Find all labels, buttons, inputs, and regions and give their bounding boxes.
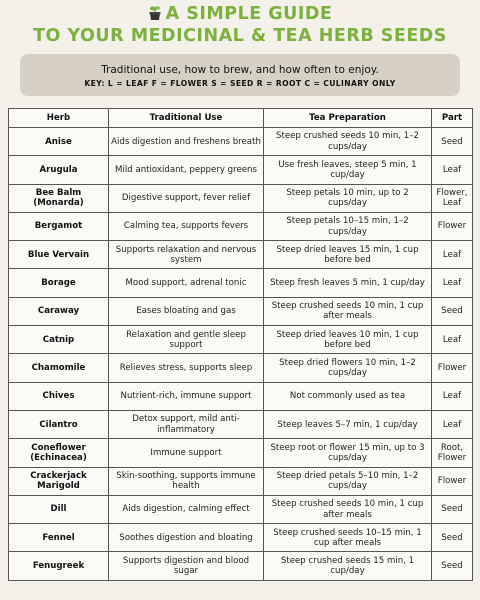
herb-name: Catnip	[9, 326, 109, 354]
herb-name: Chives	[9, 382, 109, 410]
table-row	[9, 128, 473, 156]
herb-table	[8, 108, 473, 581]
traditional-use: Relieves stress, supports sleep	[109, 354, 264, 382]
plant-part: Flower	[432, 212, 473, 240]
tea-preparation: Steep petals 10 min, up to 2 cups/day	[264, 184, 432, 212]
herb-name: Crackerjack Marigold	[9, 467, 109, 495]
subtitle-banner	[20, 54, 460, 96]
plant-part: Root, Flower	[432, 439, 473, 467]
key-legend: KEY: L = LEAF F = FLOWER S = SEED R = ROOT C = CULINARY ONLY	[84, 79, 396, 88]
table-row	[9, 439, 473, 467]
herb-name: Fenugreek	[9, 552, 109, 580]
table-row	[9, 495, 473, 523]
tea-preparation: Steep dried leaves 15 min, 1 cup before bed	[264, 241, 432, 269]
plant-part: Leaf	[432, 326, 473, 354]
title-text-1: A SIMPLE GUIDE	[165, 4, 333, 24]
tea-preparation: Steep dried leaves 10 min, 1 cup before bed	[264, 326, 432, 354]
tea-preparation: Use fresh leaves, steep 5 min, 1 cup/day	[264, 156, 432, 184]
plant-part: Leaf	[432, 156, 473, 184]
col-header-part: Part	[432, 109, 473, 128]
table-row	[9, 326, 473, 354]
traditional-use: Soothes digestion and bloating	[109, 524, 264, 552]
header	[0, 4, 480, 46]
traditional-use: Supports relaxation and nervous system	[109, 241, 264, 269]
tea-preparation: Steep crushed seeds 15 min, 1 cup/day	[264, 552, 432, 580]
traditional-use: Mild antioxidant, peppery greens	[109, 156, 264, 184]
table-row	[9, 212, 473, 240]
traditional-use: Aids digestion and freshens breath	[109, 128, 264, 156]
plant-part: Seed	[432, 495, 473, 523]
tea-preparation: Not commonly used as tea	[264, 382, 432, 410]
table-row	[9, 467, 473, 495]
plant-part: Flower	[432, 467, 473, 495]
plant-part: Leaf	[432, 269, 473, 297]
plant-part: Seed	[432, 552, 473, 580]
table-row	[9, 269, 473, 297]
tea-preparation: Steep fresh leaves 5 min, 1 cup/day	[264, 269, 432, 297]
col-header-prep: Tea Preparation	[264, 109, 432, 128]
herb-name: Anise	[9, 128, 109, 156]
traditional-use: Immune support	[109, 439, 264, 467]
table-row	[9, 156, 473, 184]
herb-name: Dill	[9, 495, 109, 523]
herb-name: Blue Vervain	[9, 241, 109, 269]
traditional-use: Detox support, mild anti-inflammatory	[109, 410, 264, 438]
traditional-use: Digestive support, fever relief	[109, 184, 264, 212]
tea-preparation: Steep crushed seeds 10–15 min, 1 cup after meals	[264, 524, 432, 552]
plant-part: Flower, Leaf	[432, 184, 473, 212]
traditional-use: Eases bloating and gas	[109, 297, 264, 325]
tea-preparation: Steep dried flowers 10 min, 1–2 cups/day	[264, 354, 432, 382]
plant-part: Flower	[432, 354, 473, 382]
traditional-use: Aids digestion, calming effect	[109, 495, 264, 523]
herb-name: Cilantro	[9, 410, 109, 438]
plant-part: Seed	[432, 297, 473, 325]
table-header-row	[9, 109, 473, 128]
traditional-use: Mood support, adrenal tonic	[109, 269, 264, 297]
herb-name: Caraway	[9, 297, 109, 325]
plant-part: Leaf	[432, 382, 473, 410]
table-row	[9, 297, 473, 325]
herb-name: Chamomile	[9, 354, 109, 382]
tea-preparation: Steep petals 10–15 min, 1–2 cups/day	[264, 212, 432, 240]
tea-preparation: Steep dried petals 5–10 min, 1–2 cups/day	[264, 467, 432, 495]
plant-part: Leaf	[432, 410, 473, 438]
tea-preparation: Steep root or flower 15 min, up to 3 cups/day	[264, 439, 432, 467]
traditional-use: Relaxation and gentle sleep support	[109, 326, 264, 354]
herb-name: Bee Balm (Monarda)	[9, 184, 109, 212]
table-row	[9, 410, 473, 438]
seedling-pot-icon	[148, 5, 162, 26]
subtitle: Traditional use, how to brew, and how often to enjoy.	[101, 64, 379, 76]
table-row	[9, 184, 473, 212]
tea-preparation: Steep crushed seeds 10 min, 1 cup after meals	[264, 297, 432, 325]
col-header-herb: Herb	[9, 109, 109, 128]
herb-name: Fennel	[9, 524, 109, 552]
traditional-use: Calming tea, supports fevers	[109, 212, 264, 240]
title-line-1	[0, 4, 480, 26]
herb-name: Coneflower (Echinacea)	[9, 439, 109, 467]
plant-part: Seed	[432, 524, 473, 552]
col-header-use: Traditional Use	[109, 109, 264, 128]
herb-name: Borage	[9, 269, 109, 297]
plant-part: Seed	[432, 128, 473, 156]
table-row	[9, 524, 473, 552]
traditional-use: Skin-soothing, supports immune health	[109, 467, 264, 495]
title-line-2: TO YOUR MEDICINAL & TEA HERB SEEDS	[33, 26, 447, 46]
tea-preparation: Steep crushed seeds 10 min, 1–2 cups/day	[264, 128, 432, 156]
table-row	[9, 382, 473, 410]
table-row	[9, 241, 473, 269]
tea-preparation: Steep crushed seeds 10 min, 1 cup after meals	[264, 495, 432, 523]
herb-name: Arugula	[9, 156, 109, 184]
table-row	[9, 354, 473, 382]
traditional-use: Supports digestion and blood sugar	[109, 552, 264, 580]
plant-part: Leaf	[432, 241, 473, 269]
table-row	[9, 552, 473, 580]
tea-preparation: Steep leaves 5–7 min, 1 cup/day	[264, 410, 432, 438]
herb-name: Bergamot	[9, 212, 109, 240]
traditional-use: Nutrient-rich, immune support	[109, 382, 264, 410]
